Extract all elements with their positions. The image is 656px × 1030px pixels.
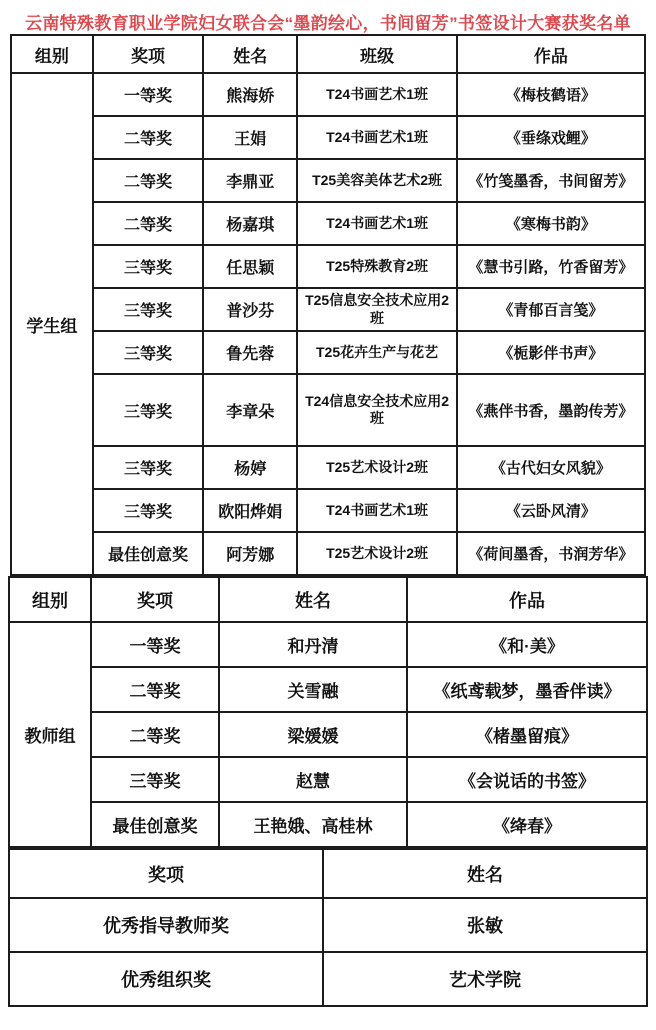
award-cell: 二等奖 — [91, 667, 219, 712]
class-cell: T25花卉生产与花艺 — [297, 331, 457, 374]
table-row — [9, 622, 647, 667]
class-cell: T25艺术设计2班 — [297, 532, 457, 575]
table-row — [11, 374, 645, 446]
name-cell: 欧阳烨娟 — [203, 489, 297, 532]
special-table-header-row — [9, 849, 647, 898]
award-cell: 最佳创意奖 — [93, 532, 203, 575]
work-cell: 《慧书引路，竹香留芳》 — [457, 245, 645, 288]
column-header-work: 作品 — [457, 35, 645, 73]
group-label-cell: 学生组 — [11, 73, 93, 575]
name-cell: 杨婷 — [203, 446, 297, 489]
award-cell: 三等奖 — [93, 245, 203, 288]
award-cell: 三等奖 — [93, 374, 203, 446]
name-cell: 阿芳娜 — [203, 532, 297, 575]
award-cell: 三等奖 — [93, 446, 203, 489]
name-cell: 和丹清 — [219, 622, 407, 667]
class-cell: T24书画艺术1班 — [297, 489, 457, 532]
award-cell: 一等奖 — [91, 622, 219, 667]
work-cell: 《燕伴书香，墨韵传芳》 — [457, 374, 645, 446]
award-cell: 三等奖 — [93, 331, 203, 374]
name-cell: 任思颖 — [203, 245, 297, 288]
column-header-name: 姓名 — [203, 35, 297, 73]
work-cell: 《会说话的书签》 — [407, 757, 647, 802]
table-row — [11, 73, 645, 116]
table-row — [9, 757, 647, 802]
work-cell: 《寒梅书韵》 — [457, 202, 645, 245]
work-cell: 《梅枝鹤语》 — [457, 73, 645, 116]
name-cell: 张敏 — [323, 898, 647, 952]
award-cell: 三等奖 — [93, 489, 203, 532]
award-cell: 三等奖 — [93, 288, 203, 331]
name-cell: 杨嘉琪 — [203, 202, 297, 245]
work-cell: 《和·美》 — [407, 622, 647, 667]
table-row — [11, 202, 645, 245]
table-row — [9, 952, 647, 1006]
name-cell: 熊海娇 — [203, 73, 297, 116]
name-cell: 王艳娥、高桂林 — [219, 802, 407, 847]
column-header-name: 姓名 — [323, 849, 647, 898]
work-cell: 《楮墨留痕》 — [407, 712, 647, 757]
column-header-group: 组别 — [11, 35, 93, 73]
work-cell: 《绛春》 — [407, 802, 647, 847]
page-title: 云南特殊教育职业学院妇女联合会“墨韵绘心，书间留芳”书签设计大赛获奖名单 — [25, 14, 631, 33]
column-header-award: 奖项 — [9, 849, 323, 898]
name-cell: 梁媛媛 — [219, 712, 407, 757]
class-cell: T25特殊教育2班 — [297, 245, 457, 288]
award-cell: 优秀指导教师奖 — [9, 898, 323, 952]
class-cell: T24书画艺术1班 — [297, 73, 457, 116]
student-table-header-row — [11, 35, 645, 73]
table-row — [11, 331, 645, 374]
class-cell: T24书画艺术1班 — [297, 202, 457, 245]
column-header-group: 组别 — [9, 577, 91, 622]
teacher-awards-table — [8, 576, 648, 848]
column-header-class: 班级 — [297, 35, 457, 73]
table-row — [9, 802, 647, 847]
teacher-table-header-row — [9, 577, 647, 622]
name-cell: 普沙芬 — [203, 288, 297, 331]
column-header-award: 奖项 — [93, 35, 203, 73]
award-cell: 二等奖 — [93, 116, 203, 159]
award-cell: 优秀组织奖 — [9, 952, 323, 1006]
column-header-name: 姓名 — [219, 577, 407, 622]
class-cell: T24书画艺术1班 — [297, 116, 457, 159]
work-cell: 《云卧风清》 — [457, 489, 645, 532]
table-row — [11, 446, 645, 489]
table-row — [11, 288, 645, 331]
name-cell: 艺术学院 — [323, 952, 647, 1006]
class-cell: T25美容美体艺术2班 — [297, 159, 457, 202]
class-cell: T25艺术设计2班 — [297, 446, 457, 489]
work-cell: 《纸鸢载梦，墨香伴读》 — [407, 667, 647, 712]
class-cell: T24信息安全技术应用2班 — [297, 374, 457, 446]
work-cell: 《垂绦戏鲤》 — [457, 116, 645, 159]
work-cell: 《荷间墨香，书润芳华》 — [457, 532, 645, 575]
table-row — [11, 532, 645, 575]
work-cell: 《竹笺墨香，书间留芳》 — [457, 159, 645, 202]
column-header-award: 奖项 — [91, 577, 219, 622]
name-cell: 李鼎亚 — [203, 159, 297, 202]
award-cell: 三等奖 — [91, 757, 219, 802]
table-row — [9, 898, 647, 952]
award-cell: 一等奖 — [93, 73, 203, 116]
name-cell: 王娟 — [203, 116, 297, 159]
name-cell: 关雪融 — [219, 667, 407, 712]
group-label-cell: 教师组 — [9, 622, 91, 847]
table-row — [11, 245, 645, 288]
work-cell: 《古代妇女风貌》 — [457, 446, 645, 489]
award-cell: 最佳创意奖 — [91, 802, 219, 847]
name-cell: 鲁先蓉 — [203, 331, 297, 374]
class-cell: T25信息安全技术应用2班 — [297, 288, 457, 331]
special-awards-table — [8, 848, 648, 1007]
table-row — [9, 667, 647, 712]
student-awards-table — [10, 34, 646, 576]
work-cell: 《青郁百言笺》 — [457, 288, 645, 331]
table-row — [11, 159, 645, 202]
award-cell: 二等奖 — [91, 712, 219, 757]
column-header-work: 作品 — [407, 577, 647, 622]
award-cell: 二等奖 — [93, 159, 203, 202]
name-cell: 李章朵 — [203, 374, 297, 446]
table-row — [9, 712, 647, 757]
work-cell: 《栀影伴书声》 — [457, 331, 645, 374]
table-row — [11, 116, 645, 159]
name-cell: 赵慧 — [219, 757, 407, 802]
award-cell: 二等奖 — [93, 202, 203, 245]
table-row — [11, 489, 645, 532]
